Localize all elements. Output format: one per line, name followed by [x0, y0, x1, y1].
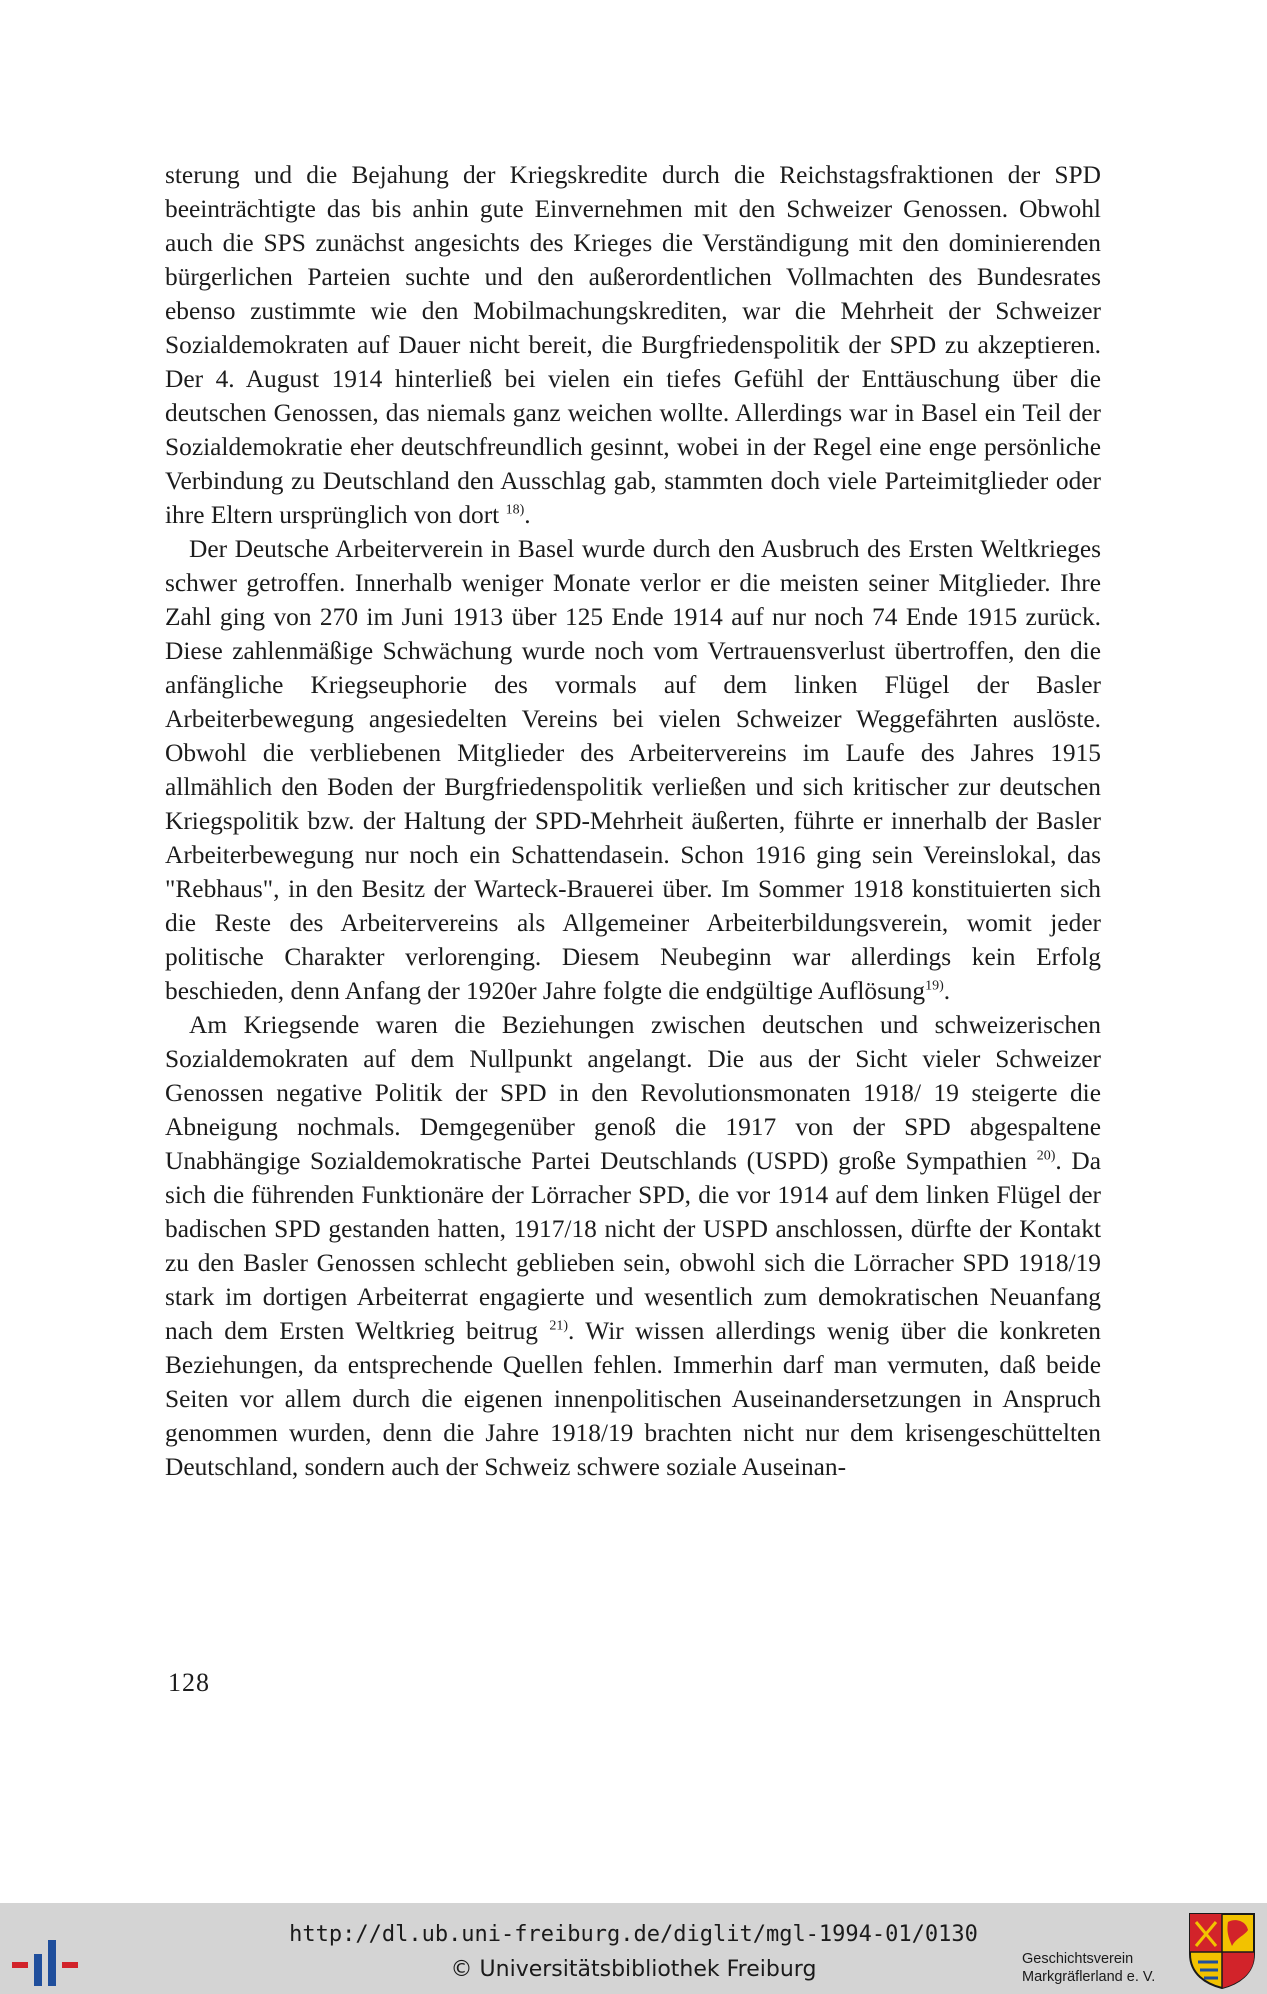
paragraph-text: .: [524, 501, 531, 529]
footnote-marker: 18): [505, 502, 525, 518]
coat-of-arms-icon: [1188, 1912, 1256, 1990]
body-paragraph: [165, 532, 1101, 1008]
society-name-line-2: Markgräflerland e. V.: [1022, 1969, 1156, 1985]
page-number: 128: [168, 1668, 210, 1697]
paragraph-text: Der Deutsche Arbeiterverein in Basel wurde durch den Ausbruch des Ersten Weltkrieges schwer getroffen. Innerhalb weniger Monate verlor er die meisten seiner Mitglieder. Ihre Zahl ging von 270 im Juni 1913 über 125 Ende 1914 auf nur noch 74 Ende 1915 zurück. Diese zahlenmäßige Schwächung wurde noch vom Vertrauensverlust übertroffen, den die anfängliche Kriegseuphorie des vormals auf dem linken Flügel der Basler Arbeiterbewegung angesiedelten Vereins bei vielen Schweizer Weggefährten auslöste. Obwohl die verbliebenen Mitglieder des Arbeitervereins im Laufe des Jahres 1915 allmählich den Boden der Burgfriedenspolitik verließen und sich kritischer zur deutschen Kriegspolitik bzw. der Haltung der SPD-Mehrheit äußerten, führte er innerhalb der Basler Arbeiterbewegung nur noch ein Schattendasein. Schon 1916 ging sein Vereinslokal, das "Rebhaus", in den Besitz der Warteck-Brauerei über. Im Sommer 1918 konstituierten sich die Reste des Arbeitervereins als Allgemeiner Arbeiterbildungsverein, womit jeder politische Charakter verlorenging. Diesem Neubeginn war allerdings kein Erfolg beschieden, denn Anfang der 1920er Jahre folgte die endgültige Auflösung: [165, 535, 1101, 1005]
paragraph-text: . Da sich die führenden Funktionäre der Lörracher SPD, die vor 1914 auf dem linken Flügel der badischen SPD gestanden hatten, 1917/18 nicht der USPD anschlossen, dürfte der Kontakt zu den Basler Genossen schlecht geblieben sein, obwohl sich die Lörracher SPD 1918/19 stark im dortigen Arbeiterrat engagierte und wesentlich zum demokratischen Neuanfang nach dem Ersten Weltkrieg beitrug: [165, 1147, 1102, 1345]
footnote-marker: 20): [1036, 1148, 1056, 1164]
body-paragraph: [165, 1008, 1101, 1484]
page-body: [165, 158, 1101, 1484]
paragraph-text: . Wir wissen allerdings wenig über die konkreten Beziehungen, da entsprechende Quellen fehlen. Immerhin darf man vermuten, daß beide Seiten vor allem durch die eigenen innenpolitischen Auseinandersetzungen in Anspruch genommen wurden, denn die Jahre 1918/19 brachten nicht nur dem krisengeschüttelten Deutschland, sondern auch der Schweiz schwere soziale Auseinan-: [165, 1317, 1102, 1481]
footnote-marker: 21): [549, 1318, 569, 1334]
society-name-line-1: Geschichtsverein: [1022, 1951, 1134, 1967]
body-paragraph: [165, 158, 1101, 532]
paragraph-text: .: [943, 977, 951, 1005]
footer-url-link[interactable]: http://dl.ub.uni-freiburg.de/diglit/mgl-1994-01/0130: [289, 1922, 978, 1947]
paragraph-text: sterung und die Bejahung der Kriegskredite durch die Reichstagsfraktionen der SPD beeinträchtigte das bis anhin gute Einvernehmen mit den Schweizer Genossen. Obwohl auch die SPS zunächst angesichts des Krieges die Verständigung mit den dominierenden bürgerlichen Parteien suchte und den außerordentlichen Vollmachten des Bundesrates ebenso zustimmte wie den Mobilmachungskrediten, war die Mehrheit der Schweizer Sozialdemokraten auf Dauer nicht bereit, die Burgfriedenspolitik der SPD zu akzeptieren. Der 4. August 1914 hinterließ bei vielen ein tiefes Gefühl der Enttäuschung über die deutschen Genossen, das niemals ganz weichen wollte. Allerdings war in Basel ein Teil der Sozialdemokratie eher deutschfreundlich gesinnt, wobei in der Regel eine enge persönliche Verbindung zu Deutschland den Ausschlag gab, stammten doch viele Parteimitglieder oder ihre Eltern ursprünglich von dort: [165, 161, 1101, 529]
footer-copyright: © Universitätsbibliothek Freiburg: [450, 1957, 817, 1982]
society-name: [1022, 1950, 1155, 1986]
paragraph-text: Am Kriegsende waren die Beziehungen zwischen deutschen und schweizerischen Sozialdemokraten auf dem Nullpunkt angelangt. Die aus der Sicht vieler Schweizer Genossen negative Politik der SPD in den Revolutionsmonaten 1918/ 19 steigerte die Abneigung nochmals. Demgegenüber genoß die 1917 von der SPD abgespaltene Unabhängige Sozialdemokratische Partei Deutschlands (USPD) große Sympathien: [165, 1011, 1101, 1175]
footnote-marker: 19): [925, 978, 944, 994]
